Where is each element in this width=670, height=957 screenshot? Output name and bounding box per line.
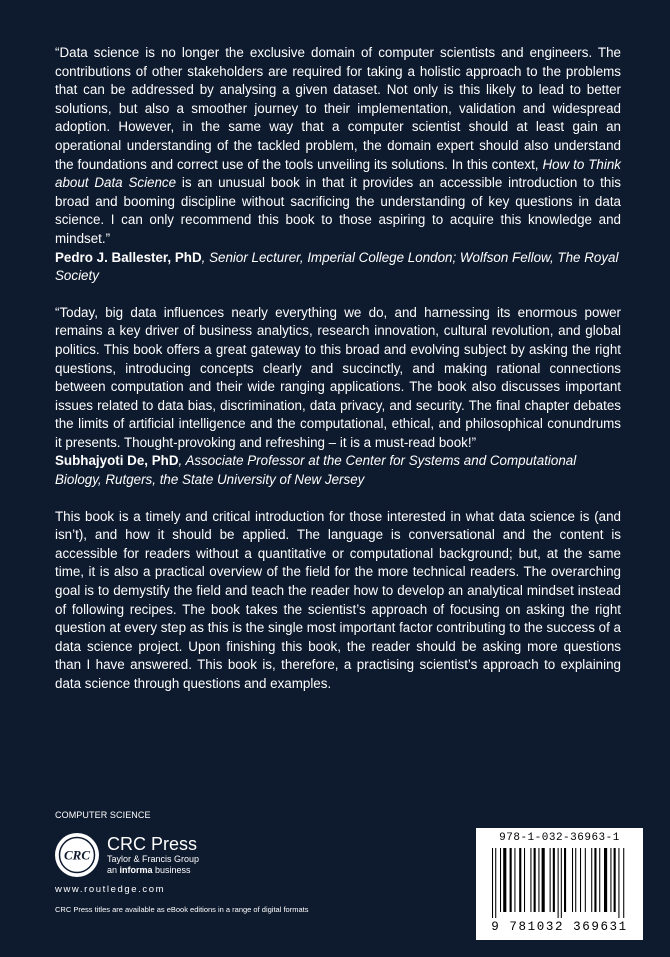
barcode-bar [503, 848, 506, 912]
barcode-bar [510, 848, 512, 912]
barcode-bar [618, 848, 619, 918]
barcode-bar [558, 848, 559, 918]
barcode-bars [490, 848, 630, 918]
quote-text-part1: “Data science is no longer the exclusive domain of computer scientists and engineers. The contributions of other stakeholders are required for taking a holistic approach to the problems that can be addressed by analysing a given dataset. Not only is this likely to lead to better solutions, but also a smoother journey to their implementation, validation and widespread adoption. However, in the same way that a computer scientist should at least gain an operational understanding of the tackled problem, the domain expert should also understand the foundations and correct use of the tools unveiling its solutions. In this context, [55, 45, 621, 172]
barcode-bar [542, 848, 545, 912]
quote-text-part2: is an unusual book in that it provides an accessible introduction to this broad and booming discipline without sacrificing the understanding of key questions in data science. I can only recommend this book to those aspiring to acquire this knowledge and mindset.” [55, 175, 621, 246]
barcode-bar [553, 848, 555, 912]
barcode-bar [524, 848, 525, 912]
barcode-bar [492, 848, 493, 918]
barcode-bar [500, 848, 501, 912]
spacer [55, 490, 621, 508]
publisher-tagline [107, 865, 199, 876]
spacer [55, 286, 621, 304]
category-label: COMPUTER SCIENCE [55, 810, 151, 820]
isbn-hyphenated: 978-1-032-36963-1 [499, 832, 620, 844]
quote-ballester [55, 44, 621, 249]
isbn-digits: 9 781032 369631 [491, 920, 628, 934]
barcode-bar [580, 848, 581, 912]
publisher-name: CRC Press [107, 834, 198, 854]
tagline-business: business [152, 865, 191, 875]
tagline-informa: informa [119, 865, 153, 875]
barcode-bar [591, 848, 592, 912]
barcode-bar [495, 848, 496, 918]
barcode-bar [572, 848, 573, 912]
barcode-bar [575, 848, 576, 912]
logo-text: CRC [63, 847, 91, 863]
barcode-bar [604, 848, 607, 912]
attribution-ballester [55, 249, 621, 286]
author-affiliation: , Associate Professor at the Center for Systems and Computational Biology, Rutgers, the State University of New Jersey [55, 453, 577, 488]
barcode-bar [514, 848, 515, 912]
barcode-bar [614, 848, 616, 912]
barcode-bar [623, 848, 624, 918]
back-cover-text [55, 44, 621, 694]
barcode-bar [538, 848, 539, 912]
barcode-bar [564, 848, 566, 912]
barcode-bar [610, 848, 611, 912]
website-url: www.routledge.com [55, 884, 166, 895]
tagline-an: an [107, 865, 120, 875]
barcode-bar [530, 848, 531, 912]
barcode-bar [519, 848, 521, 912]
barcode-bar [534, 848, 536, 912]
publisher-group: Taylor & Francis Group [107, 854, 200, 864]
crc-press-logo-icon [53, 831, 101, 879]
barcode-bar [550, 848, 551, 912]
barcode-bar [561, 848, 562, 918]
isbn-barcode [476, 828, 643, 940]
author-affiliation: , Senior Lecturer, Imperial College London; Wolfson Fellow, The Royal Society [55, 249, 619, 284]
barcode-bar [599, 848, 600, 912]
attribution-de [55, 452, 621, 489]
barcode-bar [594, 848, 596, 912]
book-description: This book is a timely and critical introduction for those interested in what data science is (and isn’t), and how it should be applied. The language is conversational and the content is accessible for readers without a quantitative or computational background; but, at the same time, it is also a practical overview of the field for the more technical readers. The overarching goal is to demystify the field and teach the reader how to develop an analytical mindset instead of following recipes. The book takes the scientist’s approach of focusing on asking the right question at every step as this is the single most important factor contributing to the success of a data science project. Upon finishing this book, the reader should be asking more questions than I have answered. This book is, therefore, a practising scientist’s approach to explaining data science through questions and examples. [55, 508, 621, 691]
quote-de: “Today, big data influences nearly everything we do, and harnessing its enormous power remains a key driver of business analytics, research innovation, cultural revolution, and global politics. This book offers a great gateway to this broad and evolving subject by asking the right questions, introducing concepts clearly and succinctly, and making rational connections between computation and their wide ranging applications. The book also discusses important issues related to data bias, discrimination, data privacy, and security. The final chapter debates the limits of artificial intelligence and the computational, ethical, and philosophical conundrums it presents. Thought-provoking and refreshing – it is a must-read book!” [55, 304, 621, 450]
barcode-bar [585, 848, 586, 912]
author-name: Subhajyoti De, PhD [55, 453, 179, 469]
ebook-note: CRC Press titles are available as eBook editions in a range of digital formats [55, 905, 309, 914]
book-title-mention: How to Think about Data Science [55, 156, 622, 191]
publisher-block [107, 834, 199, 876]
author-name: Pedro J. Ballester, PhD [55, 249, 202, 265]
